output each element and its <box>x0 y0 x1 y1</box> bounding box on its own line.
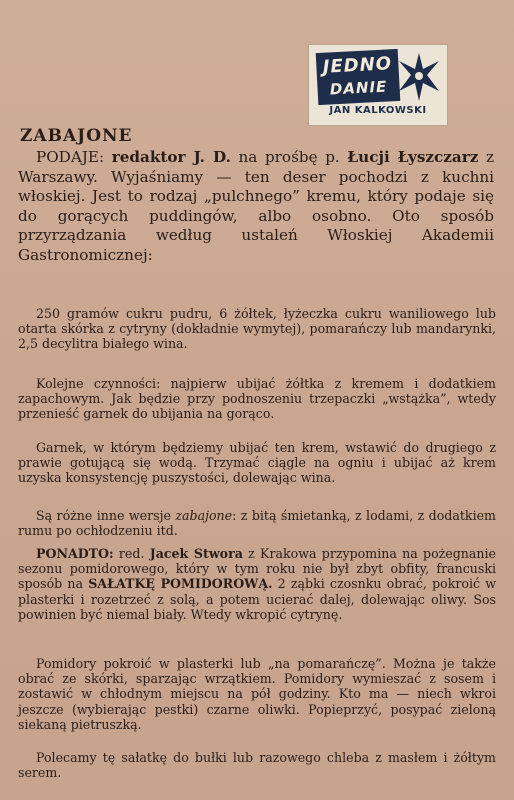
intro-editor: redaktor J. D. <box>111 148 231 166</box>
variants-text-1: Są różne inne wersje <box>36 508 176 523</box>
ponadto-text-3: 2 ząbki czosnku obrać, pokroić w plasterki i rozetrzeć z solą, a potem ucierać dalej, dolewając oliwy. Sos powinien być niemal biały. Wtedy wkropić cytrynę. <box>18 576 497 622</box>
ponadto-text-2: z Krakowa przypomina na pożegnanie sezonu pomidorowego, który w tym roku nie był zbyt obfity, francuski sposób na <box>18 546 497 592</box>
ponadto-text-1: red. <box>113 546 150 561</box>
intro-paragraph <box>18 148 494 265</box>
article-title: ZABAJONE <box>20 126 133 146</box>
ingredients-paragraph: 250 gramów cukru pudru, 6 żółtek, łyżeczka cukru waniliowego lub otarta skórka z cytryny (dokładnie wymytej), pomarańczy lub mandarynki, 2,5 decylitra białego wina. <box>18 306 496 352</box>
step-2-paragraph: Garnek, w którym będziemy ubijać ten krem, wstawić do drugiego z prawie gotującą się wodą. Trzymać ciągle na ogniu i ubijać aż krem uzyska konsystencję puszystości, dolewając wina. <box>18 440 496 486</box>
ponadto-dish: SAŁATKĘ POMIDOROWĄ. <box>88 576 273 592</box>
intro-label: PODAJE: <box>36 148 105 166</box>
closing-paragraph: Polecamy tę sałatkę do bułki lub razowego chleba z masłem i żółtym serem. <box>18 750 496 781</box>
logo-wordmark <box>316 49 401 105</box>
intro-text-2: z Warszawy. Wyjaśniamy — ten deser pochodzi z kuchni włoskiej. Jest to rodzaj „pulchnego” kremu, który podaje się do gorących puddingów, albo osobno. Oto sposób przyrządzania według ustaleń Włoskiej Akademii Gastronomicznej: <box>18 148 494 264</box>
intro-person: Łucji Łyszczarz <box>347 148 479 166</box>
variants-em: zabajone <box>175 508 233 523</box>
tomatoes-paragraph: Pomidory pokroić w plasterki lub „na pomarańczę”. Można je także obrać ze skórki, sparzając wrzątkiem. Pomidory wymieszać z sosem i zostawić w chłodnym miejscu na pół godziny. Kto ma — niech wkroi jeszcze (wybierając pestki) czarne oliwki. Popieprzyć, posypać zieloną siekaną pietruszką. <box>18 656 496 732</box>
ponadto-paragraph <box>18 546 496 622</box>
logo-line-1: JEDNO <box>322 53 393 78</box>
step-1-paragraph: Kolejne czynności: najpierw ubijać żółtka z kremem i dodatkiem zapachowym. Jak będzie przy podnoszeniu trzepaczki „wstążka”, wtedy przenieść garnek do ubijania na gorąco. <box>18 376 496 422</box>
ponadto-label: PONADTO: <box>36 546 114 561</box>
star-burst-icon <box>397 51 441 103</box>
variants-paragraph <box>18 508 496 538</box>
variants-text-2: : z bitą śmietanką, z lodami, z dodatkiem rumu po ochłodzeniu itd. <box>18 508 496 539</box>
intro-text-1: na prośbę p. <box>230 148 348 166</box>
column-logo <box>308 44 448 126</box>
ponadto-name: Jacek Stwora <box>149 546 243 561</box>
column-author: JAN KALKOWSKI <box>329 105 427 116</box>
logo-line-2: DANIE <box>329 77 388 99</box>
